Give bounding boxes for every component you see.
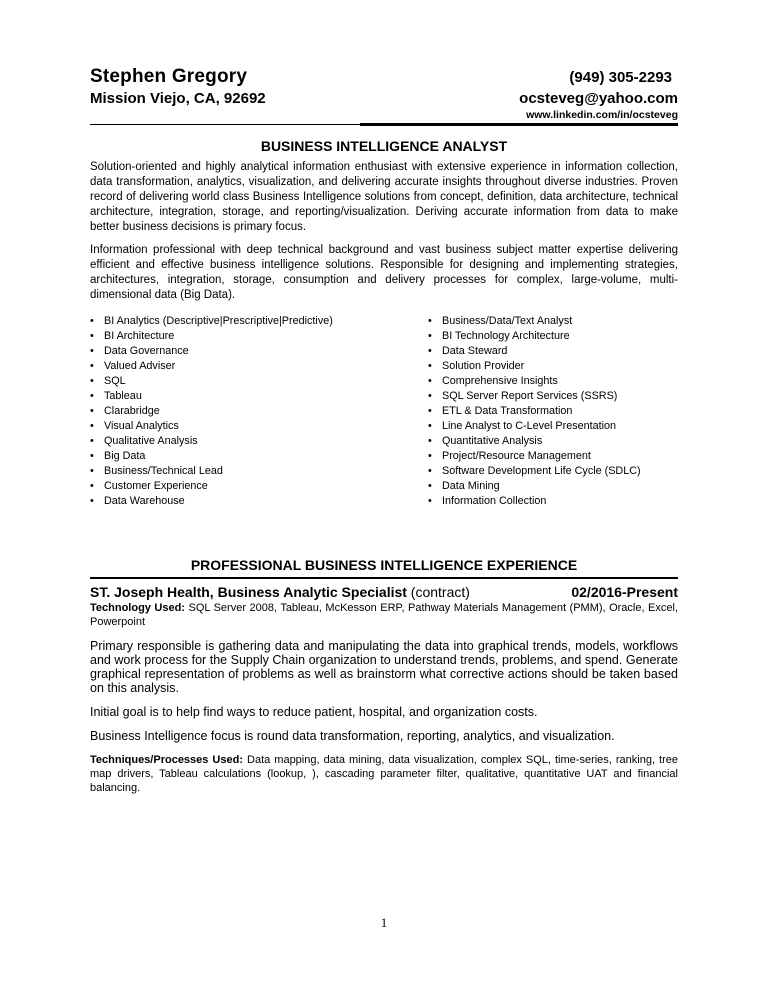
skill-item: • Information Collection — [428, 494, 678, 509]
skill-item: • Software Development Life Cycle (SDLC) — [428, 464, 678, 479]
header-row-2 — [90, 88, 678, 107]
job-paragraph: Initial goal is to help find ways to reduce patient, hospital, and organization costs. — [90, 705, 538, 719]
location: Mission Viejo, CA, 92692 — [90, 90, 266, 107]
job-dates: 02/2016-Present — [571, 584, 678, 600]
skill-item: • ETL & Data Transformation — [428, 404, 678, 419]
technology-used — [90, 601, 678, 629]
skill-item: • SQL Server Report Services (SSRS) — [428, 389, 678, 404]
technology-label: Technology Used: — [90, 602, 185, 614]
skill-item: • Customer Experience — [90, 479, 428, 494]
skill-item: • Visual Analytics — [90, 419, 428, 434]
skills-left-column — [90, 314, 428, 509]
skill-item: • BI Analytics (Descriptive|Prescriptive|Predictive) — [90, 314, 428, 329]
job-header — [90, 584, 678, 600]
job-title-main: ST. Joseph Health, Business Analytic Specialist — [90, 584, 407, 600]
summary-heading: BUSINESS INTELLIGENCE ANALYST — [260, 138, 508, 154]
skill-item: • Data Mining — [428, 479, 678, 494]
phone-number: (949) 305-2293 — [569, 69, 672, 86]
job-paragraph: Business Intelligence focus is round data transformation, reporting, analytics, and visualization. — [90, 729, 615, 743]
skill-item: • Valued Adviser — [90, 359, 428, 374]
skill-item: • Line Analyst to C-Level Presentation — [428, 419, 678, 434]
skill-item: • Clarabridge — [90, 404, 428, 419]
experience-heading: PROFESSIONAL BUSINESS INTELLIGENCE EXPERIENCE — [190, 557, 578, 573]
techniques-text: Data mapping, data mining, data visualization, complex SQL, time-series, ranking, tree map drivers, Tableau calculations (lookup, ), cascading parameter filter, qualitative, quantitative UAT and financial balancing. — [90, 754, 678, 794]
email-address: ocsteveg@yahoo.com — [519, 90, 678, 107]
candidate-name: Stephen Gregory — [90, 66, 248, 87]
skill-item: • Business/Data/Text Analyst — [428, 314, 678, 329]
skills-list — [90, 314, 678, 509]
summary-paragraph: Information professional with deep technical background and vast business subject matter expertise delivering efficient and effective business intelligence solutions. Responsible for designing and implementing strategies, architectures, integration, storage, consumption and delivery processes for complex, large-volume, multi-dimensional data (Big Data). — [90, 244, 678, 301]
linkedin-url: www.linkedin.com/in/ocsteveg — [526, 109, 678, 121]
techniques-label: Techniques/Processes Used: — [90, 754, 243, 766]
skill-item: • Business/Technical Lead — [90, 464, 428, 479]
summary-paragraph: Solution-oriented and highly analytical information enthusiast with extensive experience in information collection, data transformation, analytics, visualization, and delivering accurate insights throughout diverse industries. Proven record of delivering world class Business Intelligence solutions from concept, definition, data architecture, technical architecture, integration, storage, and reporting/visualization. Deriving accurate information from data to make better business decisions is primary focus. — [90, 161, 678, 233]
job-paragraph: Primary responsible is gathering data and manipulating the data into graphical trends, models, workflows and work process for the Supply Chain organization to understand trends, problems, and spend. Generate graphical representation of problems as well as brainstorm what corrective actions should be taken based on this analysis. — [90, 639, 678, 695]
skill-item: • Tableau — [90, 389, 428, 404]
skill-item: • Data Warehouse — [90, 494, 428, 509]
skill-item: • Qualitative Analysis — [90, 434, 428, 449]
skill-item: • BI Technology Architecture — [428, 329, 678, 344]
skill-item: • Comprehensive Insights — [428, 374, 678, 389]
skill-item: • Data Governance — [90, 344, 428, 359]
page-number: 1 — [380, 915, 388, 930]
header-rule — [90, 123, 678, 127]
job-title — [90, 584, 470, 600]
skill-item: • Solution Provider — [428, 359, 678, 374]
skill-item: • Quantitative Analysis — [428, 434, 678, 449]
skill-item: • Project/Resource Management — [428, 449, 678, 464]
resume-page — [90, 66, 678, 795]
experience-rule — [90, 577, 678, 579]
header-row-1 — [90, 66, 678, 88]
skill-item: • BI Architecture — [90, 329, 428, 344]
skill-item: • Big Data — [90, 449, 428, 464]
technology-text: SQL Server 2008, Tableau, McKesson ERP, Pathway Materials Management (PMM), Oracle, Excel, Powerpoint — [90, 602, 678, 628]
job-title-note: (contract) — [406, 584, 470, 600]
techniques-used — [90, 753, 678, 795]
skill-item: • Data Steward — [428, 344, 678, 359]
skill-item: • SQL — [90, 374, 428, 389]
skills-right-column — [428, 314, 678, 509]
